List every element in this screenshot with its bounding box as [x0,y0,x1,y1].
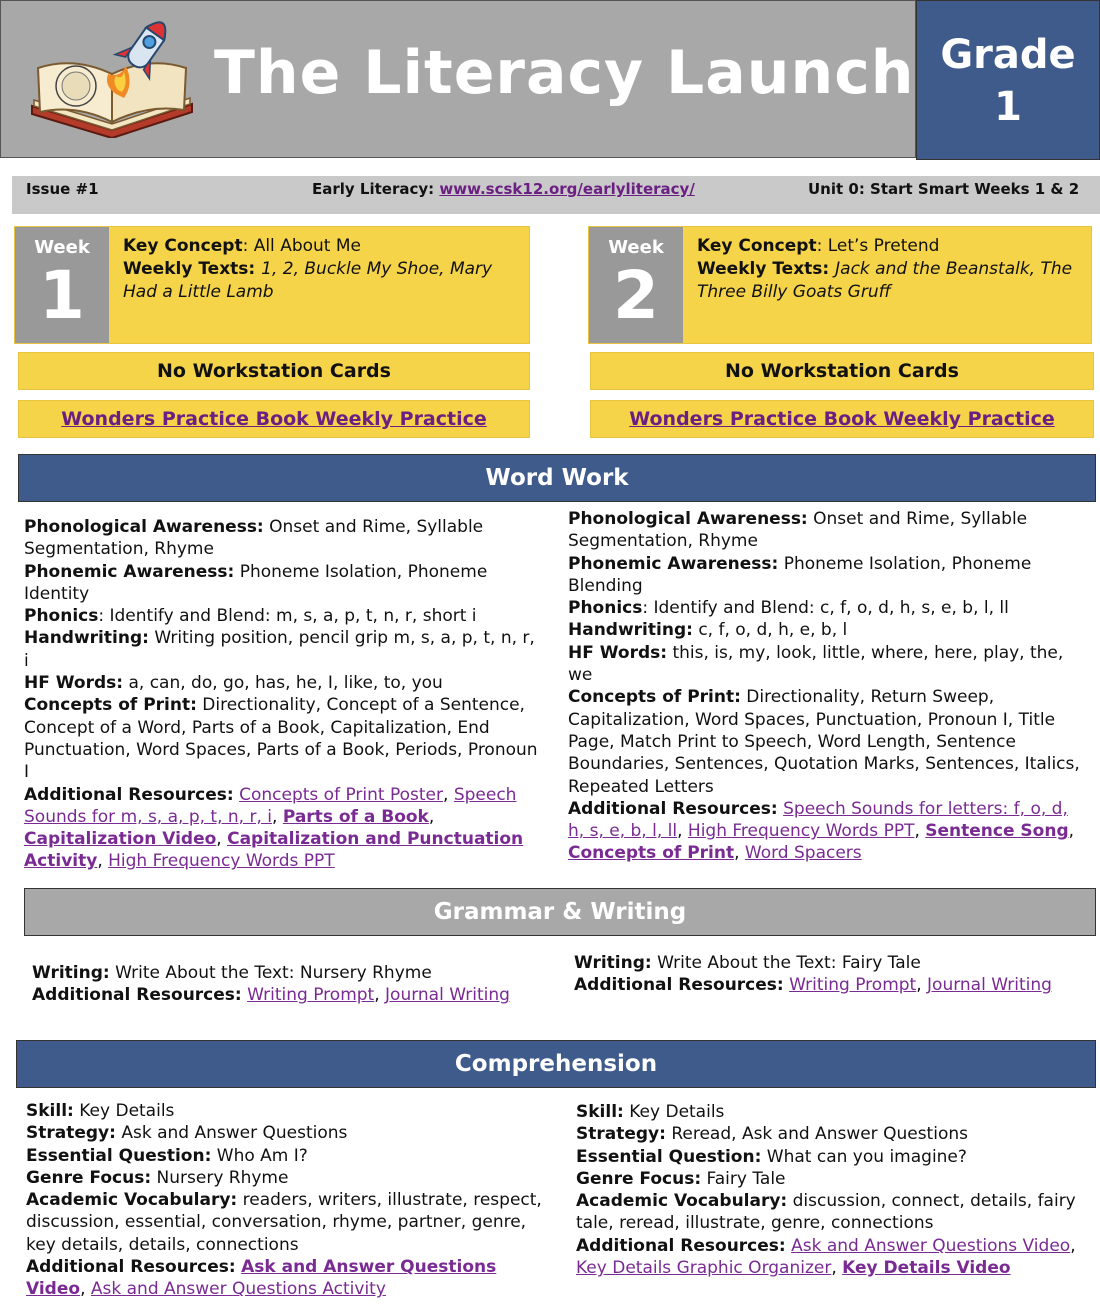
additional-resources-label: Additional Resources: [568,798,778,819]
essential-question-text: Who Am I? [211,1145,308,1166]
week-1-workstation: No Workstation Cards [18,352,530,390]
phonics-text: : Identify and Blend: m, s, a, p, t, n, r, short i [98,606,477,627]
genre-text: Fairy Tale [701,1168,786,1189]
issue-number: Issue #1 [26,180,99,198]
hf-words-label: HF Words: [568,642,668,663]
essential-question-label: Essential Question: [26,1145,212,1166]
resource-link[interactable]: Ask and Answer Questions Activity [90,1279,386,1300]
genre-label: Genre Focus: [26,1167,152,1188]
strategy-text: Ask and Answer Questions [115,1123,348,1144]
resource-link[interactable]: Concepts of Print Poster [239,784,443,805]
key-concept: : Let’s Pretend [816,236,940,256]
journal-writing-link[interactable]: Journal Writing [927,975,1052,996]
skill-text: Key Details [73,1101,175,1121]
week-2-practice [590,400,1094,438]
week-2-workstation: No Workstation Cards [590,352,1094,390]
week-1-box [14,226,530,344]
essential-question-text: What can you imagine? [761,1146,967,1167]
genre-text: Nursery Rhyme [151,1167,289,1188]
strategy-label: Strategy: [576,1124,666,1145]
grade-label: Grade [940,32,1076,78]
week-1-practice-link[interactable]: Wonders Practice Book Weekly Practice [61,408,487,430]
week-label: Week [608,237,664,258]
week-2-details: Key Concept: Let’s Pretend Weekly Texts: Jack and the Beanstalk, The Three Billy Goats Gruff [697,236,1073,302]
resource-link[interactable]: Key Details Video [842,1258,1011,1279]
phonemic-text: Phoneme Isolation, Phoneme Blending [568,553,1032,596]
early-literacy-label: Early Literacy: [312,180,435,198]
resource-link[interactable]: Ask and Answer Questions Video [791,1235,1071,1256]
comprehension-header: Comprehension [16,1040,1096,1088]
resource-link[interactable]: Sentence Song [925,821,1069,842]
additional-resources-label: Additional Resources: [576,1235,786,1256]
issue-bar [12,176,1100,214]
resource-link[interactable]: High Frequency Words PPT [108,851,335,872]
week-label: Week [34,237,90,258]
phonics-label: Phonics [24,606,99,627]
phonological-text: Onset and Rime, Syllable Segmentation, Rhyme [24,517,484,560]
writing-label: Writing: [32,963,110,983]
weekly-texts-label: Weekly Texts [697,259,823,279]
rocket-book-logo [24,8,199,138]
resource-link[interactable]: Parts of a Book [282,806,429,827]
grade-badge [916,0,1100,160]
strategy-label: Strategy: [26,1123,116,1144]
handwriting-text: Writing position, pencil grip m, s, a, p, t, n, r, i [24,628,535,671]
week-1-details: Key Concept: All About Me Weekly Texts: 1, 2, Buckle My Shoe, Mary Had a Little Lamb [123,236,493,302]
grammar-week-1: Writing: Write About the Text: Nursery Rhyme Additional Resources: Writing Prompt, Journal Writing [32,963,510,1006]
grammar-week-2: Writing: Write About the Text: Fairy Tale Additional Resources: Writing Prompt, Journal Writing [574,953,1052,996]
phonics-label: Phonics [568,598,643,619]
strategy-text: Reread, Ask and Answer Questions [665,1124,968,1145]
writing-label: Writing: [574,953,652,973]
week-2-box [588,226,1092,344]
vocabulary-label: Academic Vocabulary: [26,1190,238,1211]
essential-question-label: Essential Question: [576,1146,762,1167]
early-literacy [312,180,695,198]
phonological-text: Onset and Rime, Syllable Segmentation, Rhyme [568,509,1028,552]
word-work-week-1: Phonological Awareness: Onset and Rime, Syllable Segmentation, Rhyme Phonemic Awareness: Phoneme Isolation, Phoneme Identity Phonics: Identify and Blend: m, s, a, p, t, n, r, short i Handwriting: Writing position, pencil grip m, s, a, p, t, n, r, i HF Words: a, can, do, go, has, he, I, like, to, you Concepts of Print: Directionality, Concept of a Sentence, Concept of a Word, Parts of a Book, Capitalization, End Punctuation, Word Spaces, Parts of a Book, Periods, Pronoun I Additional Resources: Concepts of Print Poster, Speech Sounds for m, s, a, p, t, n, r, i, Parts of a Book, Capitalization Video, Capitalization and Punctuation Activity, High Frequency Words PPT [24,517,538,872]
hf-words-text: this, is, my, look, little, where, here, play, the, we [568,642,1064,686]
writing-prompt-link[interactable]: Writing Prompt [789,975,917,996]
resource-link[interactable]: Speech Sounds for m, s, a, p, t, n, r, i [24,784,517,827]
week-number: 2 [613,257,659,334]
phonemic-label: Phonemic Awareness: [568,553,779,574]
resource-link[interactable]: Ask and Answer Questions Video [26,1257,497,1300]
resource-link[interactable]: High Frequency Words PPT [687,821,915,842]
week-1-practice [18,400,530,438]
skill-text: Key Details [623,1102,725,1122]
handwriting-text: c, f, o, d, h, e, b, l [692,620,848,641]
weekly-texts: Jack and the Beanstalk, The Three Billy Goats Gruff [697,259,1073,302]
vocabulary-label: Academic Vocabulary: [576,1191,788,1212]
unit-label: Unit 0: Start Smart Weeks 1 & 2 [808,180,1080,198]
additional-resources-label: Additional Resources: [574,975,784,996]
resource-link[interactable]: Concepts of Print [568,843,735,864]
additional-resources-label: Additional Resources: [26,1257,236,1278]
phonemic-text: Phoneme Isolation, Phoneme Identity [24,561,488,604]
word-work-header: Word Work [18,454,1096,502]
phonics-text: : Identify and Blend: c, f, o, d, h, s, e, b, l, ll [642,598,1009,619]
week-2-tag [589,227,683,343]
vocabulary-text: discussion, connect, details, fairy tale, reread, illustrate, genre, connections [576,1191,1076,1234]
word-work-week-2: Phonological Awareness: Onset and Rime, Syllable Segmentation, Rhyme Phonemic Awareness: Phoneme Isolation, Phoneme Blending Phonics: Identify and Blend: c, f, o, d, h, s, e, b, l, ll Handwriting: c, f, o, d, h, e, b, l HF Words: this, is, my, look, little, where, here, play, the, we Concepts of Print: Directionality, Return Sweep, Capitalization, Word Spaces, Punctuation, Pronoun I, Title Page, Match Print to Speech, Word Length, Sentence Boundaries, Sentences, Quotation Marks, Sentences, Italics, Repeated Letters Additional Resources: Speech Sounds for letters: f, o, d, h, s, e, b, l, ll, High Frequency Words PPT, Sentence Song, Concepts of Print, Word Spacers [568,509,1080,864]
key-concept-label: Key Concept [697,236,817,256]
genre-label: Genre Focus: [576,1168,702,1189]
comprehension-week-1: Skill: Key Details Strategy: Ask and Answer Questions Essential Question: Who Am I? Genre Focus: Nursery Rhyme Academic Vocabulary: readers, writers, illustrate, respect, discussion, essential, conversation, rhyme, partner, genre, key details, details, connections Additional Resources: Ask and Answer Questions Video, Ask and Answer Questions Activity [26,1101,542,1300]
concepts-of-print-label: Concepts of Print: [24,695,197,716]
skill-label: Skill: [26,1101,74,1121]
resource-link[interactable]: Capitalization Video [24,829,217,850]
writing-prompt-link[interactable]: Writing Prompt [247,985,375,1006]
phonemic-label: Phonemic Awareness: [24,561,235,582]
week-2-practice-link[interactable]: Wonders Practice Book Weekly Practice [629,408,1055,430]
writing-text: Write About the Text: Fairy Tale [651,953,921,973]
key-concept-label: Key Concept [123,236,243,256]
writing-text: Write About the Text: Nursery Rhyme [109,963,432,983]
hf-words-text: a, can, do, go, has, he, I, like, to, you [123,673,443,694]
vocabulary-text: readers, writers, illustrate, respect, discussion, essential, conversation, rhyme, partner, genre, key details, details, connections [26,1190,542,1255]
weekly-texts: 1, 2, Buckle My Shoe, Mary Had a Little Lamb [123,259,493,302]
comprehension-week-2: Skill: Key Details Strategy: Reread, Ask and Answer Questions Essential Question: What can you imagine? Genre Focus: Fairy Tale Academic Vocabulary: discussion, connect, details, fairy tale, reread, illustrate, genre, connections Additional Resources: Ask and Answer Questions Video, Key Details Graphic Organizer, Key Details Video [576,1102,1076,1279]
weekly-texts-label: Weekly Texts [123,259,249,279]
phonological-label: Phonological Awareness: [568,509,808,529]
concepts-of-print-text: Directionality, Concept of a Sentence, Concept of a Word, Parts of a Book, Capitalization, End Punctuation, Word Spaces, Parts of a Book, Periods, Pronoun I [24,695,538,783]
journal-writing-link[interactable]: Journal Writing [385,985,510,1006]
resource-link[interactable]: Capitalization and Punctuation Activity [24,829,524,872]
concepts-of-print-text: Directionality, Return Sweep, Capitalization, Word Spaces, Punctuation, Pronoun I, Title Page, Match Print to Speech, Word Length, Sentence Boundaries, Sentences, Quotation Marks, Sentences, Italics, Repeated Letters [568,687,1080,797]
additional-resources-label: Additional Resources: [24,784,234,805]
concepts-of-print-label: Concepts of Print: [568,687,741,708]
resource-link[interactable]: Speech Sounds for letters: f, o, d, h, s, e, b, l, ll [568,798,1068,842]
resource-link[interactable]: Key Details Graphic Organizer [576,1258,832,1279]
phonological-label: Phonological Awareness: [24,517,264,537]
week-1-tag [15,227,109,343]
handwriting-label: Handwriting: [568,620,693,641]
resource-link[interactable]: Word Spacers [744,843,862,864]
week-number: 1 [39,257,85,334]
hf-words-label: HF Words: [24,673,124,694]
handwriting-label: Handwriting: [24,628,149,649]
key-concept: : All About Me [242,236,361,256]
grade-number: 1 [994,84,1022,130]
newsletter-title: The Literacy Launch [214,38,915,108]
early-literacy-link[interactable]: www.scsk12.org/earlyliteracy/ [439,180,695,198]
skill-label: Skill: [576,1102,624,1122]
additional-resources-label: Additional Resources: [32,985,242,1006]
grammar-writing-header: Grammar & Writing [24,888,1096,936]
